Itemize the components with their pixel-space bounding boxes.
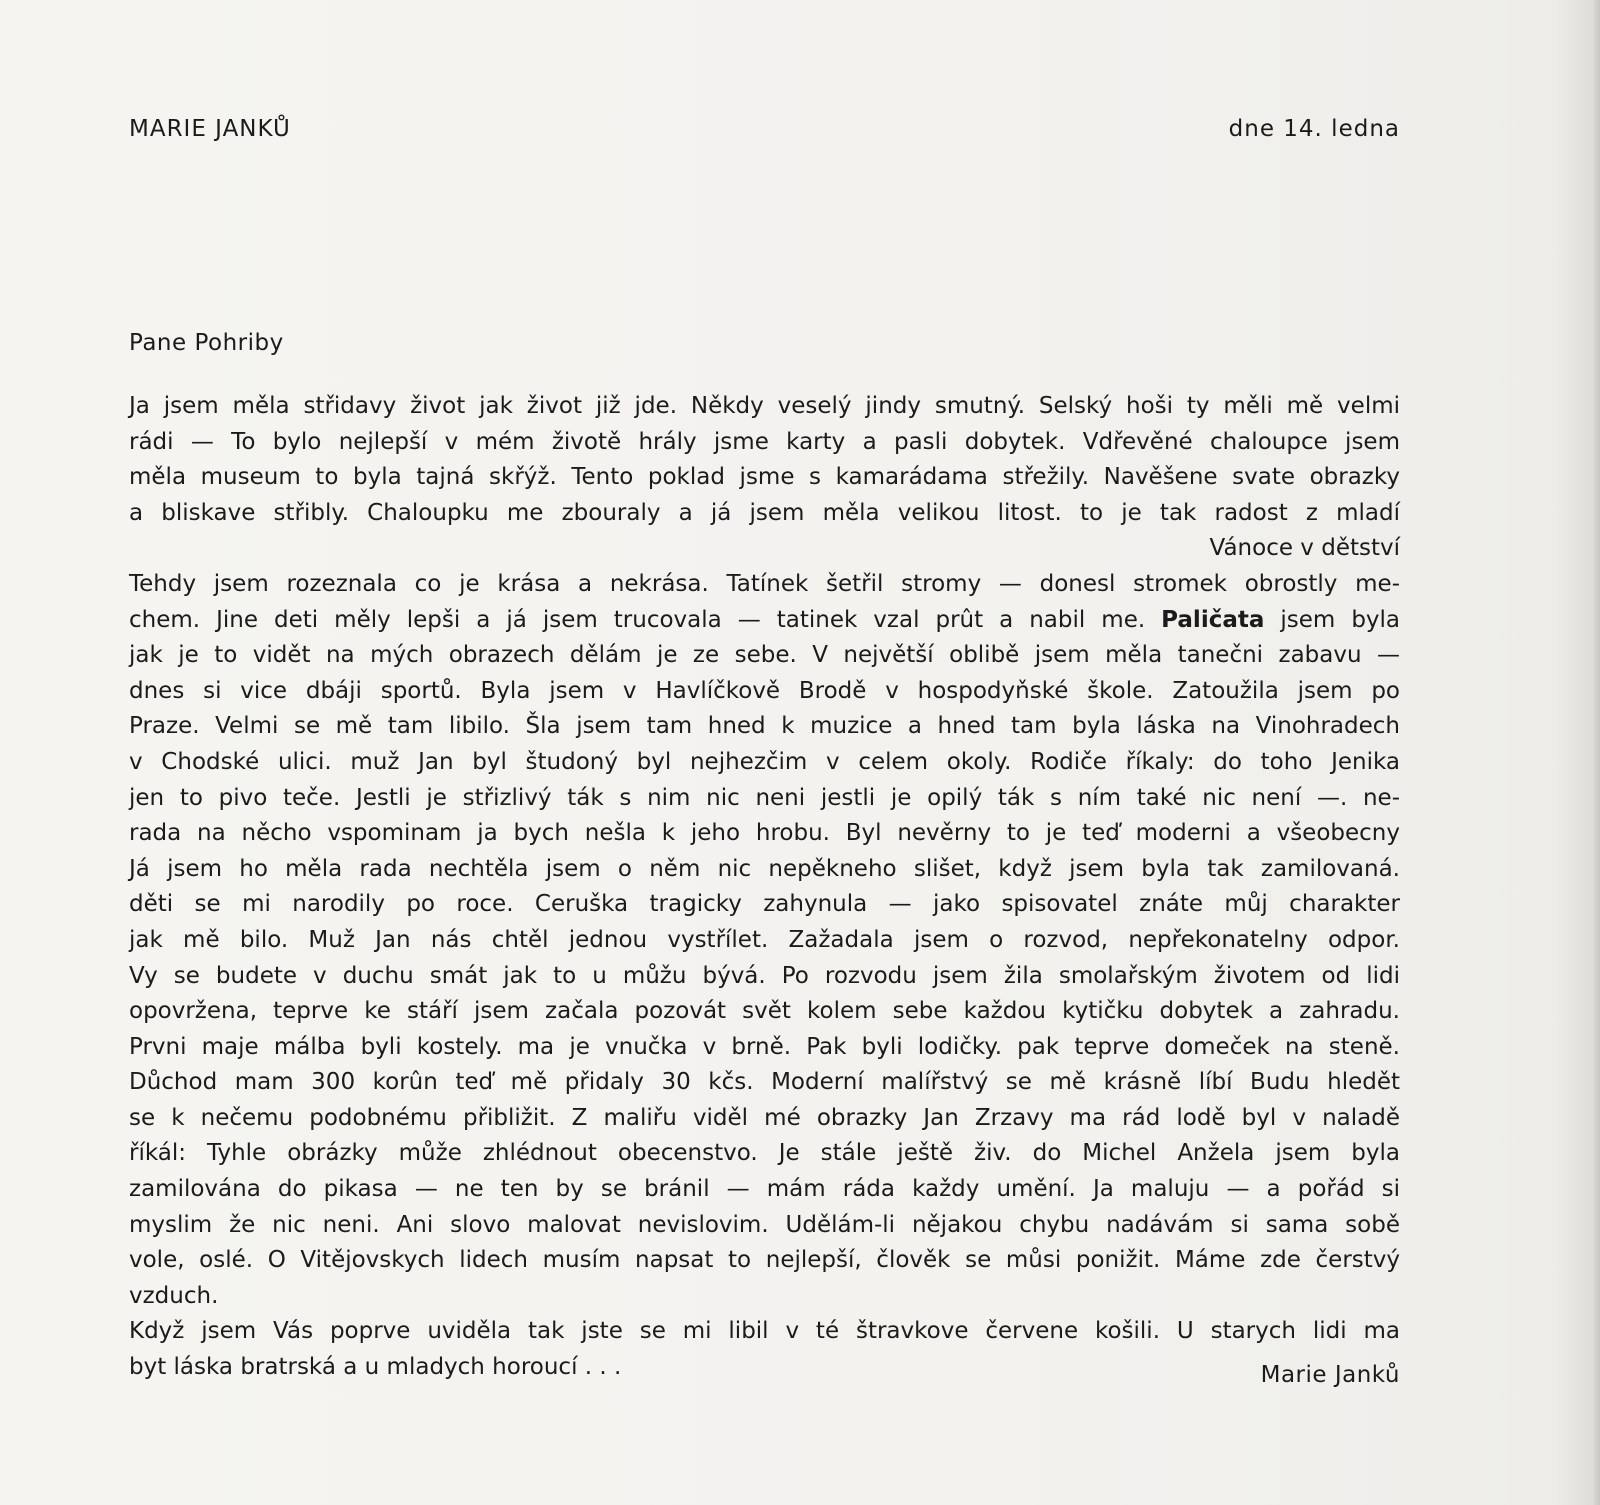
section-heading-christmas: Vánoce v dětství — [1209, 535, 1400, 562]
letter-signature: Marie Janků — [1260, 1362, 1400, 1388]
body-line: jak je to vidět na mých obrazech dělám je ze sebe. V největší oblibě jsem měla tanečni zabavu — — [129, 642, 1400, 669]
body-line: Důchod mam 300 korûn teď mě přidaly 30 kčs. Moderní malířstvý se mě krásně líbí Budu hledět — [129, 1069, 1400, 1096]
body-line: jen to pivo teče. Jestli je střizlivý ták s nim nic neni jestli je opilý ták s ním také nic není —. ne- — [129, 784, 1400, 811]
body-line: rada na něcho vspominam ja bych nešla k jeho hrobu. Byl nevěrny to je teď moderni a všeobecny — [129, 820, 1400, 847]
body-line-with-bold — [129, 603, 1400, 639]
body-line-end: jsem byla — [1280, 606, 1401, 633]
bold-word: Paličata — [1161, 606, 1265, 633]
body-line: zamilována do pikasa — ne ten by se bránil — mám ráda každy umění. Ja maluju — a pořád si — [129, 1176, 1400, 1203]
letter-date: dne 14. ledna — [1228, 116, 1400, 142]
body-line: jak mě bilo. Muž Jan nás chtěl jednou vystřílet. Zažadala jsem o rozvod, nepřekonatelny odpor. — [129, 926, 1400, 953]
body-line: dnes si vice dbáji sportů. Byla jsem v Havlíčkově Brodě v hospodyňské škole. Zatoužila jsem po — [129, 677, 1400, 704]
body-line: a bliskave střibly. Chaloupku me zbouraly a já jsem měla velikou litost. to je tak radost z mladí — [129, 499, 1400, 526]
letter-author: MARIE JANKŮ — [129, 116, 291, 142]
letter-body — [129, 389, 1400, 1386]
body-line: Když jsem Vás poprve uviděla tak jste se mi libil v té štravkove červene košili. U starych lidi ma — [129, 1318, 1400, 1345]
page-edge — [1594, 0, 1600, 1505]
body-line: Vy se budete v duchu smát jak to u můžu bývá. Po rozvodu jsem žila smolařským životem od lidi — [129, 962, 1400, 989]
body-line: rádi — To bylo nejlepší v mém životě hrály jsme karty a pasli dobytek. Vdřevěné chaloupce jsem — [129, 428, 1400, 455]
body-line: Prvni maje málba byli kostely. ma je vnučka v brně. Pak byli lodičky. pak teprve domeček na steně. — [129, 1033, 1400, 1060]
body-line: Já jsem ho měla rada nechtěla jsem o něm nic nepěkneho slišet, když jsem byla tak zamilovaná. — [129, 855, 1400, 882]
body-line: vzduch. — [129, 1282, 219, 1309]
letter-salutation: Pane Pohriby — [129, 330, 284, 356]
body-line: Tehdy jsem rozeznala co je krása a nekrása. Tatínek šetřil stromy — donesl stromek obrostly me- — [129, 570, 1400, 597]
body-line: opovržena, teprve ke stáří jsem začala pozovát svět kolem sebe každou kytičku dobytek a zahradu. — [129, 998, 1400, 1025]
body-line: v Chodské ulici. muž Jan byl študoný byl nejhezčim v celem okoly. Rodiče říkaly: do toho Jenika — [129, 748, 1400, 775]
body-line: říkál: Tyhle obrázky může zhlédnout obecenstvo. Je stále ještě živ. do Michel Anžela jsem byla — [129, 1140, 1400, 1167]
body-line: Praze. Velmi se mě tam libilo. Šla jsem tam hned k muzice a hned tam byla láska na Vinohradech — [129, 713, 1400, 740]
body-line: myslim že nic neni. Ani slovo malovat nevislovim. Udělám-li nějakou chybu nadávám si sama sobě — [129, 1211, 1400, 1238]
body-line: měla museum to byla tajná skřýž. Tento poklad jsme s kamarádama střežily. Navěšene svate obrazky — [129, 464, 1400, 491]
letter-header — [129, 116, 1400, 156]
body-line: vole, oslé. O Vitějovskych lidech musím napsat to nejlepší, člověk se můsi ponižit. Máme zde čerstvý — [129, 1247, 1400, 1274]
body-line: se k nečemu podobnému přibližit. Z maliřu viděl mé obrazky Jan Zrzavy ma rád lodě byl v naladě — [129, 1104, 1400, 1131]
body-line: děti se mi narodily po roce. Ceruška tragicky zahynula — jako spisovatel znáte můj charakter — [129, 891, 1400, 918]
body-line: Ja jsem měla střidavy život jak život již jde. Někdy veselý jindy smutný. Selský hoši ty měli mě velmi — [129, 393, 1400, 419]
body-line-start: chem. Jine deti měly lepši a já jsem trucovala — tatinek vzal prût a nabil me. — [129, 606, 1146, 633]
body-line-last: byt láska bratrská a u mladych horoucí . . . — [129, 1354, 622, 1381]
